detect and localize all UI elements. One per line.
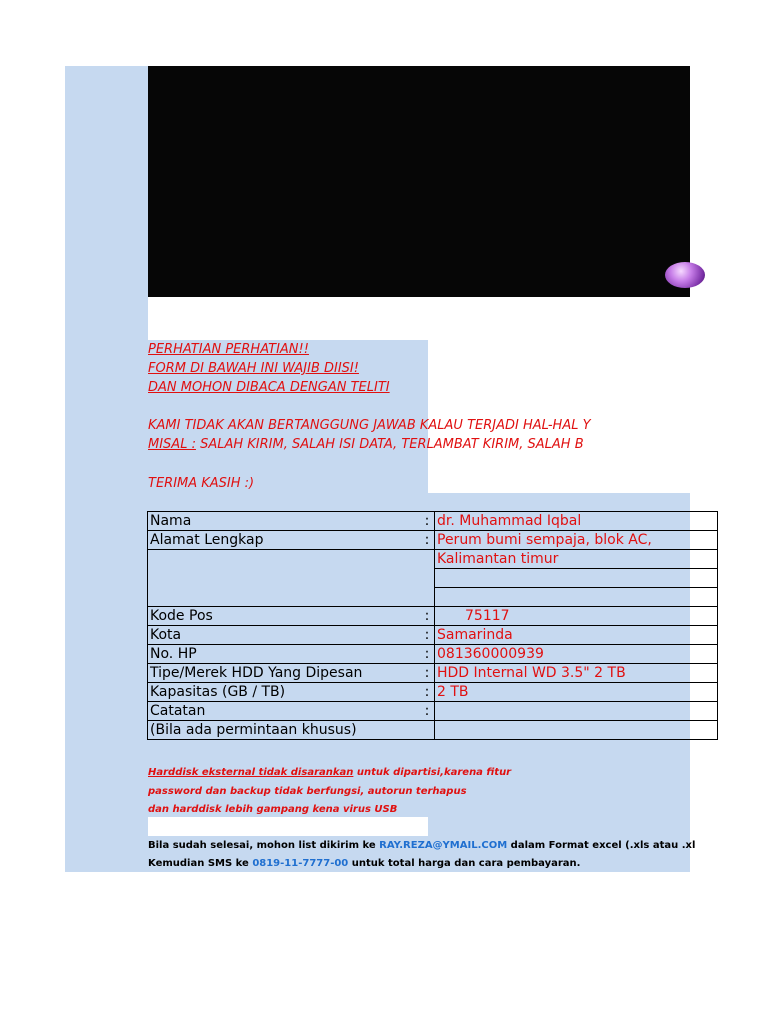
notice-misal: [148, 437, 584, 453]
footer-text: dalam Format excel (.xls atau .xl: [507, 840, 696, 851]
label-catatan: Catatan: [148, 702, 421, 721]
form-row-bila: [148, 721, 718, 740]
colon: :: [420, 702, 435, 721]
colon: :: [420, 664, 435, 683]
footer-text: Bila sudah selesai, mohon list dikirim ke: [148, 840, 380, 851]
value-hp[interactable]: 081360000939: [435, 645, 718, 664]
label-kodepos: Kode Pos: [148, 607, 421, 626]
form-row-alamat-2: [148, 550, 718, 569]
form-row-alamat: [148, 531, 718, 550]
colon: :: [420, 607, 435, 626]
value-alamat-3[interactable]: [435, 569, 718, 588]
note-underlined: Harddisk eksternal tidak disarankan: [148, 767, 354, 778]
colon-empty: [420, 550, 435, 607]
form-row-kota: [148, 626, 718, 645]
email-link[interactable]: RAY.REZA@YMAIL.COM: [379, 840, 508, 851]
misal-text: SALAH KIRIM, SALAH ISI DATA, TERLAMBAT KIRIM, SALAH B: [195, 437, 584, 452]
value-kapasitas[interactable]: 2 TB: [435, 683, 718, 702]
note-line-3: dan harddisk lebih gampang kena virus USB: [148, 804, 398, 815]
label-kapasitas: Kapasitas (GB / TB): [148, 683, 421, 702]
form-row-catatan: [148, 702, 718, 721]
form-row-hp: [148, 645, 718, 664]
blank-cell-area: [148, 297, 690, 340]
purple-gem-decoration: [665, 262, 705, 288]
colon: :: [420, 645, 435, 664]
form-row-kodepos: [148, 607, 718, 626]
notice-thanks: TERIMA KASIH :): [148, 476, 255, 491]
form-row-tipe: [148, 664, 718, 683]
phone-link[interactable]: 0819-11-7777-00: [252, 858, 349, 869]
colon: :: [420, 683, 435, 702]
notice-line-1: PERHATIAN PERHATIAN!!: [148, 342, 309, 357]
misal-label: MISAL :: [148, 437, 196, 452]
value-tipe[interactable]: HDD Internal WD 3.5" 2 TB: [435, 664, 718, 683]
label-bila: (Bila ada permintaan khusus): [148, 721, 421, 740]
footer-line-2: [148, 858, 580, 870]
colon: :: [420, 531, 435, 550]
label-hp: No. HP: [148, 645, 421, 664]
blank-cell-strip: [148, 817, 428, 836]
value-alamat[interactable]: Perum bumi sempaja, blok AC,: [435, 531, 718, 550]
value-catatan[interactable]: [435, 702, 718, 721]
footer-line-1: [148, 840, 695, 852]
label-kota: Kota: [148, 626, 421, 645]
label-tipe: Tipe/Merek HDD Yang Dipesan: [148, 664, 421, 683]
value-kodepos[interactable]: 75117: [435, 607, 718, 626]
colon: :: [420, 512, 435, 531]
form-row-kapasitas: [148, 683, 718, 702]
footer-text: Kemudian SMS ke: [148, 858, 253, 869]
notice-line-4: KAMI TIDAK AKAN BERTANGGUNG JAWAB KALAU TERJADI HAL-HAL Y: [148, 418, 591, 433]
banner-image: [148, 66, 690, 297]
note-line-1: [148, 767, 511, 779]
value-bila[interactable]: [435, 721, 718, 740]
value-alamat-2[interactable]: Kalimantan timur: [435, 550, 718, 569]
value-nama[interactable]: dr. Muhammad Iqbal: [435, 512, 718, 531]
note-text: untuk dipartisi,karena fitur: [353, 767, 512, 778]
note-line-2: password dan backup tidak berfungsi, autorun terhapus: [148, 786, 467, 797]
colon-empty: [420, 721, 435, 740]
value-kota[interactable]: Samarinda: [435, 626, 718, 645]
label-empty: [148, 550, 421, 607]
order-form-table: [147, 511, 718, 740]
colon: :: [420, 626, 435, 645]
notice-line-3: DAN MOHON DIBACA DENGAN TELITI: [148, 380, 390, 395]
notice-line-2: FORM DI BAWAH INI WAJIB DIISI!: [148, 361, 359, 376]
footer-text: untuk total harga dan cara pembayaran.: [348, 858, 581, 869]
value-alamat-4[interactable]: [435, 588, 718, 607]
form-row-nama: [148, 512, 718, 531]
blank-cell-area: [428, 340, 690, 493]
label-nama: Nama: [148, 512, 421, 531]
label-alamat: Alamat Lengkap: [148, 531, 421, 550]
